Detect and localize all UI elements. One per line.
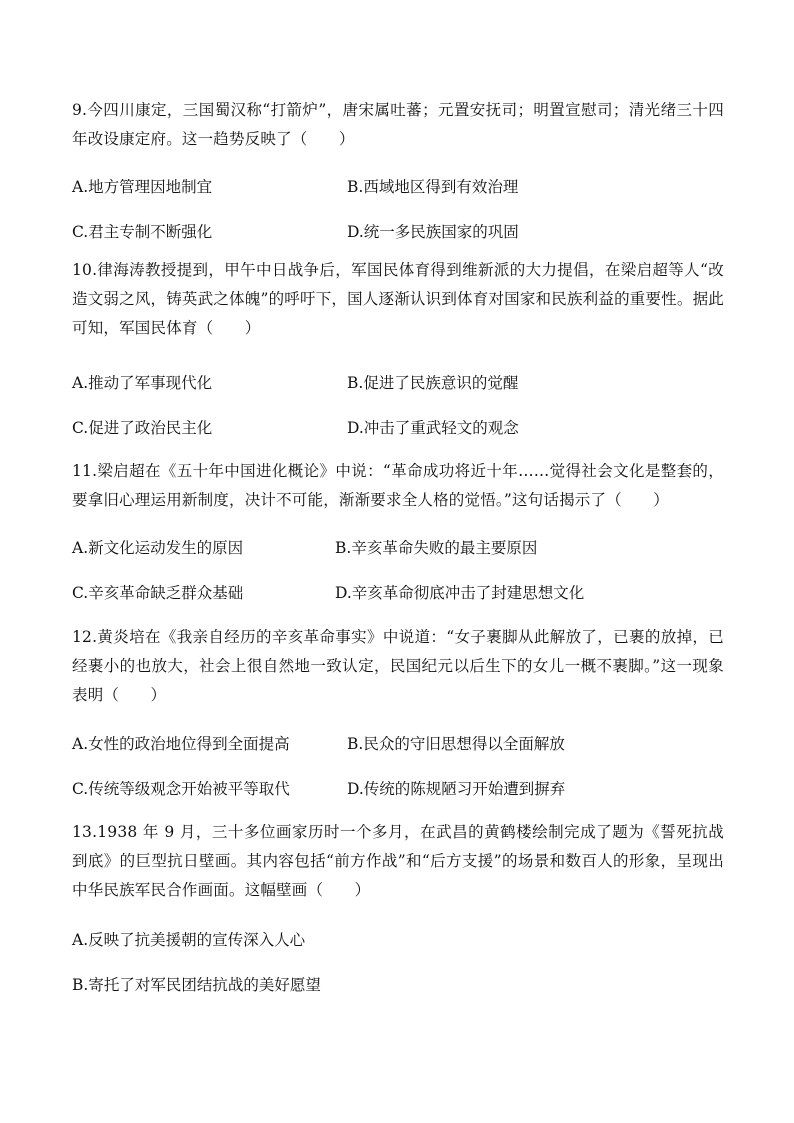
question-11-option-c: C.辛亥革命缺乏群众基础: [72, 584, 244, 602]
question-12-option-c: C.传统等级观念开始被平等取代: [72, 780, 290, 798]
question-10-stem: 10.律海涛教授提到，甲午中日战争后，军国民体育得到维新派的大力提倡，在梁启超等人“改造文弱之风，铸英武之体魄”的呼吁下，国人逐渐认识到体育对国家和民族利益的重要性。据此可知，军国民体育（ ）: [72, 261, 724, 337]
question-10-option-d: D.冲击了重武轻文的观念: [347, 419, 519, 437]
question-13-stem: 13.1938 年 9 月，三十多位画家历时一个多月，在武昌的黄鹤楼绘制完成了题为《誓死抗战到底》的巨型抗日壁画。其内容包括“前方作战”和“后方支援”的场景和数百人的形象，呈现出中华民族军民合作画面。这幅壁画（ ）: [72, 823, 724, 899]
question-12-option-b: B.民众的守旧思想得以全面解放: [347, 735, 565, 753]
question-9-option-c: C.君主专制不断强化: [72, 223, 213, 241]
question-12-stem: 12.黄炎培在《我亲自经历的辛亥革命事实》中说道：“女子裹脚从此解放了，已裹的放掉，已经裹小的也放大，社会上很自然地一致认定，民国纪元以后生下的女儿一概不裹脚。”这一现象表明（ ）: [72, 628, 724, 704]
question-9-option-a: A.地方管理因地制宜: [72, 178, 213, 196]
question-13-option-b: B.寄托了对军民团结抗战的美好愿望: [72, 976, 321, 994]
question-10-option-b: B.促进了民族意识的觉醒: [347, 374, 519, 392]
question-13-option-a: A.反映了抗美援朝的宣传深入人心: [72, 931, 306, 949]
question-9-option-b: B.西域地区得到有效治理: [347, 178, 519, 196]
question-9-stem: 9.今四川康定，三国蜀汉称“打箭炉”，唐宋属吐蕃；元置安抚司；明置宣慰司；清光绪三十四年改设康定府。这一趋势反映了（ ）: [72, 101, 724, 148]
question-9-option-d: D.统一多民族国家的巩固: [347, 223, 519, 241]
question-11-option-a: A.新文化运动发生的原因: [72, 539, 244, 557]
question-10-option-c: C.促进了政治民主化: [72, 419, 213, 437]
question-11-stem: 11.梁启超在《五十年中国进化概论》中说：“革命成功将近十年……觉得社会文化是整套的，要拿旧心理运用新制度，决计不可能，渐渐要求全人格的觉悟。”这句话揭示了（ ）: [72, 462, 724, 509]
question-11-option-b: B.辛亥革命失败的最主要原因: [335, 539, 538, 557]
question-11-option-d: D.辛亥革命彻底冲击了封建思想文化: [335, 584, 585, 602]
question-12-option-a: A.女性的政治地位得到全面提高: [72, 735, 290, 753]
question-12-option-d: D.传统的陈规陋习开始遭到摒弃: [347, 780, 566, 798]
question-10-option-a: A.推动了军事现代化: [72, 374, 213, 392]
